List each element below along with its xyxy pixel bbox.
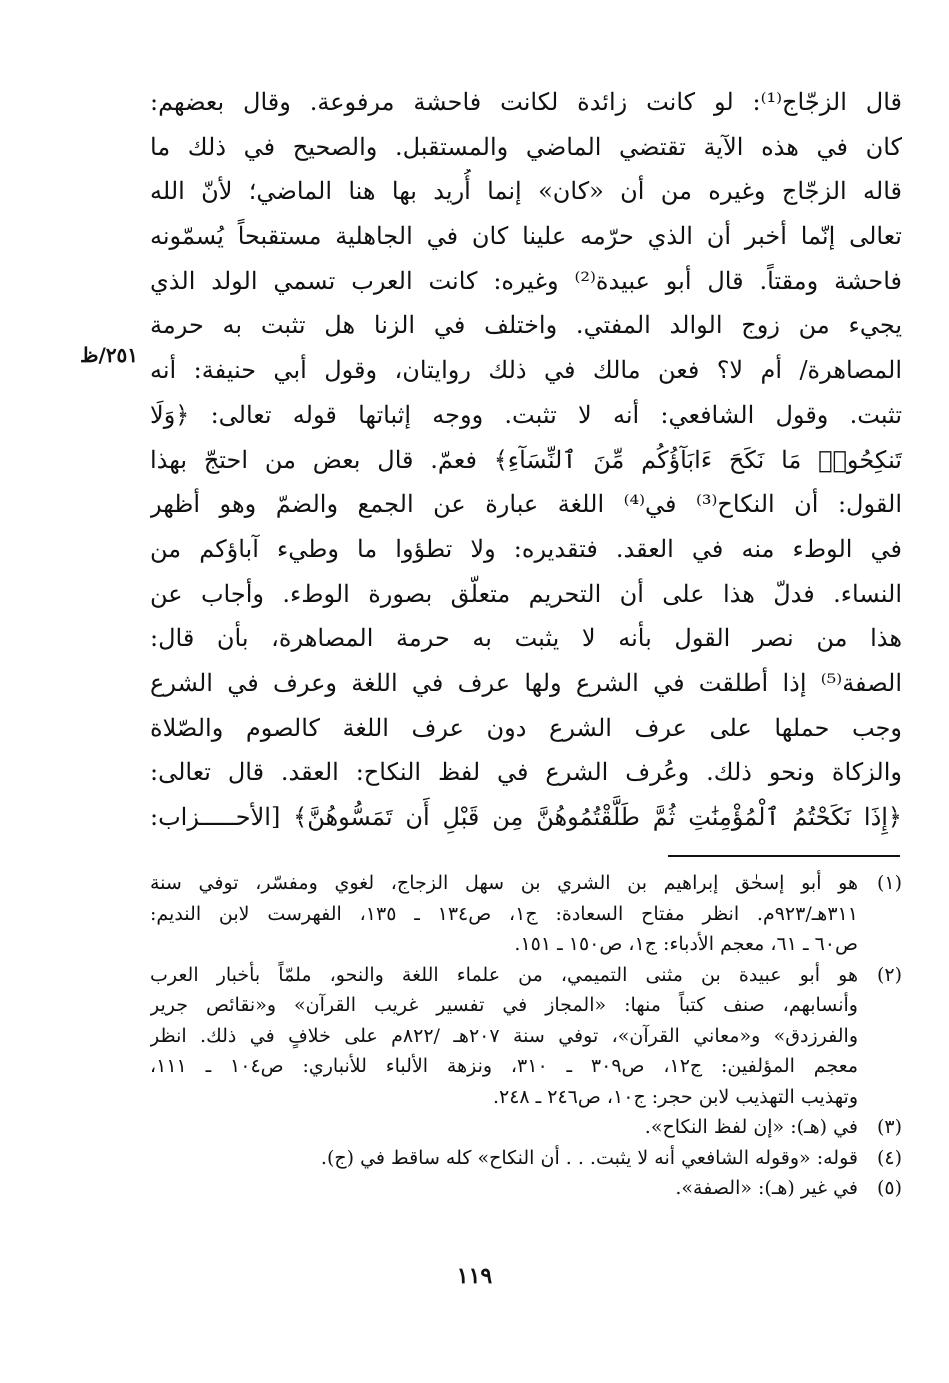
footnote (150, 1173, 902, 1204)
text-line: النساء. فدلّ هذا على أن التحريم متعلّق بصورة الوطء. وأجاب عن (150, 579, 902, 608)
footnote-number: (٣) (876, 1116, 902, 1138)
footnote (150, 1112, 902, 1143)
footnotes (150, 868, 902, 1204)
text-line: ﴿إِذَا نَكَحْتُمُ ٱلْمُؤْمِنَٰتِ ثُمَّ طَلَّقْتُمُوهُنَّ مِن قَبْلِ أَن تَمَسُّوهُنَّ﴾ [الأحـــــزاب: (150, 803, 902, 831)
footnote-line: والفرزدق» و«معاني القرآن»، توفي سنة ٢٠٧هـ /٨٢٢م على خلافٍ في ذلك. انظر (150, 1024, 858, 1047)
footnote-line: وأنسابهم، صنف كتباً منها: «المجاز في تفسير غريب القرآن» و«نقائص جرير (150, 994, 858, 1016)
page-number: ١١٩ (456, 1263, 493, 1289)
text-line: تعالى إنّما أخبر أن الذي حرّمه علينا كان في الجاهلية مستقبحاً يُسمّونه (150, 222, 902, 251)
footnote-line: في (هـ): «إن لفظ النكاح». (644, 1116, 858, 1138)
text-line: يجيء من زوج الوالد المفتي. واختلف في الزنا هل تثبت به حرمة (150, 311, 902, 340)
text-line: كان في هذه الآية تقتضي الماضي والمستقبل. والصحيح في ذلك ما (150, 132, 902, 161)
text-line: في الوطء منه في العقد. فتقديره: ولا تطؤوا ما وطيء آباؤكم من (150, 534, 902, 563)
main-text (150, 80, 902, 840)
footnote-line: هو أبو إسحٰق إبراهيم بن الشري بن سهل الزجاج، لغوي ومفسّر، توفي سنة (150, 872, 858, 894)
text-line: تَنكِحُوا۟ مَا نَكَحَ ءَابَآؤُكُم مِّنَ ٱلنِّسَآءِ﴾ فعمّ. قال بعض من احتجّ بهذا (150, 445, 902, 474)
footnote (150, 1143, 902, 1174)
text-line: قاله الزجّاج وغيره من أن «كان» إنما أُريد بها هنا الماضي؛ لأنّ الله (150, 177, 902, 206)
text-line: المصاهرة/ أم لا؟ فعن مالك في ذلك روايتان، وقول أبي حنيفة: أنه (150, 356, 902, 385)
footnote-separator (668, 855, 900, 857)
footnote (150, 960, 902, 1113)
manuscript-folio-note: ٢٥١/ظ (80, 343, 139, 367)
text-line: الصفة⁽⁵⁾ إذا أطلقت في الشرع ولها عرف في اللغة وعرف في الشرع (150, 668, 902, 697)
footnote-line: وتهذيب التهذيب لابن حجر: ج١٠، ص٢٤٦ ـ ٢٤٨. (492, 1085, 858, 1108)
footnote-line: ٣١١هـ/٩٢٣م. انظر مفتاح السعادة: ج١، ص١٣٤ ـ ١٣٥، الفهرست لابن النديم: (150, 902, 858, 925)
footnote-number: (٢) (876, 963, 902, 986)
footnote-line: قوله: «وقوله الشافعي أنه لا يثبت. . . أن النكاح» كله ساقط في (ج). (320, 1146, 858, 1169)
footnote-number: (٥) (876, 1177, 902, 1199)
text-line: وجب حملها على عرف الشرع دون عرف اللغة كالصوم والصّلاة (150, 713, 902, 742)
text-line: فاحشة ومقتاً. قال أبو عبيدة⁽²⁾ وغيره: كانت العرب تسمي الولد الذي (150, 266, 902, 295)
text-line: تثبت. وقول الشافعي: أنه لا تثبت. ووجه إثباتها قوله تعالى: ﴿وَلَا (150, 400, 902, 429)
footnote (150, 868, 902, 960)
footnote-line: ص٦٠ ـ ٦١، معجم الأدباء: ج١، ص١٥٠ ـ ١٥١. (514, 933, 858, 955)
text-line: هذا من نصر القول بأنه لا يثبت به حرمة المصاهرة، بأن قال: (150, 624, 902, 653)
text-line: قال الزجّاج⁽¹⁾: لو كانت زائدة لكانت فاحشة مرفوعة. وقال بعضهم: (150, 88, 902, 116)
footnote-line: في غير (هـ): «الصفة». (675, 1177, 858, 1199)
footnote-number: (٤) (876, 1146, 902, 1169)
footnote-line: هو أبو عبيدة بن مثنى التميمي، من علماء اللغة والنحو، ملمّاً بأخبار العرب (150, 963, 858, 986)
text-line: والزكاة ونحو ذلك. وعُرف الشرع في لفظ النكاح: العقد. قال تعالى: (150, 758, 902, 787)
footnote-line: معجم المؤلفين: ج١٢، ص٣٠٩ ـ ٣١٠، ونزهة الألباء للأنباري: ص١٠٤ ـ ١١١، (150, 1055, 858, 1077)
text-line: القول: أن النكاح⁽³⁾ في⁽⁴⁾ اللغة عبارة عن الجمع والضمّ وهو أظهر (150, 490, 902, 519)
footnote-number: (١) (876, 872, 902, 894)
